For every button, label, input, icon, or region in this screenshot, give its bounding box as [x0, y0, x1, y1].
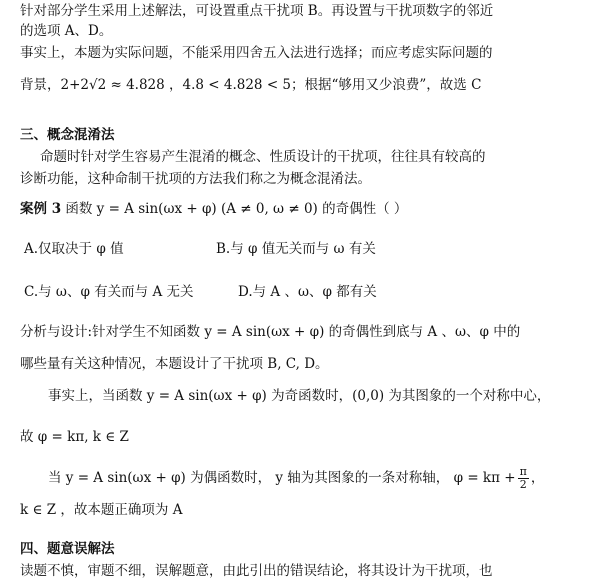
section3-heading: 三、概念混淆法 — [20, 127, 115, 143]
case3-statement — [20, 200, 576, 218]
section4-line1: 读题不慎，审题不细，误解题意，由此引出的错误结论，将其设计为干扰项，也 — [20, 563, 493, 579]
even-function-comma: ， — [530, 470, 545, 486]
fact-line2: 故 φ = kπ, k ∈ Z — [20, 429, 129, 445]
fraction-denominator: 2 — [519, 478, 527, 491]
pi-over-2-fraction — [518, 466, 529, 491]
section3-intro-line2: 诊断功能，这种命制干扰项的方法我们称之为概念混淆法。 — [20, 171, 371, 187]
fraction-numerator: π — [519, 466, 527, 478]
para1-line3: 事实上，本题为实际问题，不能采用四舍五入法进行选择；而应考虑实际问题的 — [20, 45, 493, 61]
para1-line1: 针对部分学生采用上述解法，可设置重点干扰项 B。再设置与干扰项数字的邻近 — [20, 3, 494, 19]
option-b: B.与 φ 值无关而与 ω 有关 — [216, 241, 376, 257]
section4-heading: 四、题意误解法 — [20, 541, 115, 557]
even-function-line — [48, 466, 589, 491]
analysis-line2: 哪些量有关这种情况，本题设计了干扰项 B, C, D。 — [20, 356, 329, 372]
para1-line4: 背景，2+2√2 ≈ 4.828 ，4.8 < 4.828 < 5；根据“够用又少浪费”，故选 C — [20, 77, 482, 93]
conclusion-line: k ∈ Z ，故本题正确项为 A — [20, 502, 183, 518]
para1-line2: 的选项 A、D。 — [20, 23, 113, 39]
fact-line1: 事实上，当函数 y = A sin(ωx + φ) 为奇函数时，(0,0) 为其图象的一个对称中心， — [48, 388, 551, 404]
option-a: A.仅取决于 φ 值 — [24, 241, 124, 257]
analysis-line1: 分析与设计:针对学生不知函数 y = A sin(ωx + φ) 的奇偶性到底与 A 、ω、φ 中的 — [20, 324, 521, 340]
case3-label: 案例 3 — [20, 201, 62, 217]
option-c: C.与 ω、φ 有关而与 A 无关 — [24, 284, 194, 300]
case3-text: 函数 y = A sin(ωx + φ) (A ≠ 0, ω ≠ 0) 的奇偶性（ ） — [65, 201, 408, 217]
section3-intro-line1: 命题时针对学生容易产生混淆的概念、性质设计的干扰项，往往具有较高的 — [40, 149, 486, 165]
even-function-text: 当 y = A sin(ωx + φ) 为偶函数时， y 轴为其图象的一条对称轴， φ = kπ + — [48, 470, 516, 486]
option-d: D.与 A 、ω、φ 都有关 — [238, 284, 377, 300]
